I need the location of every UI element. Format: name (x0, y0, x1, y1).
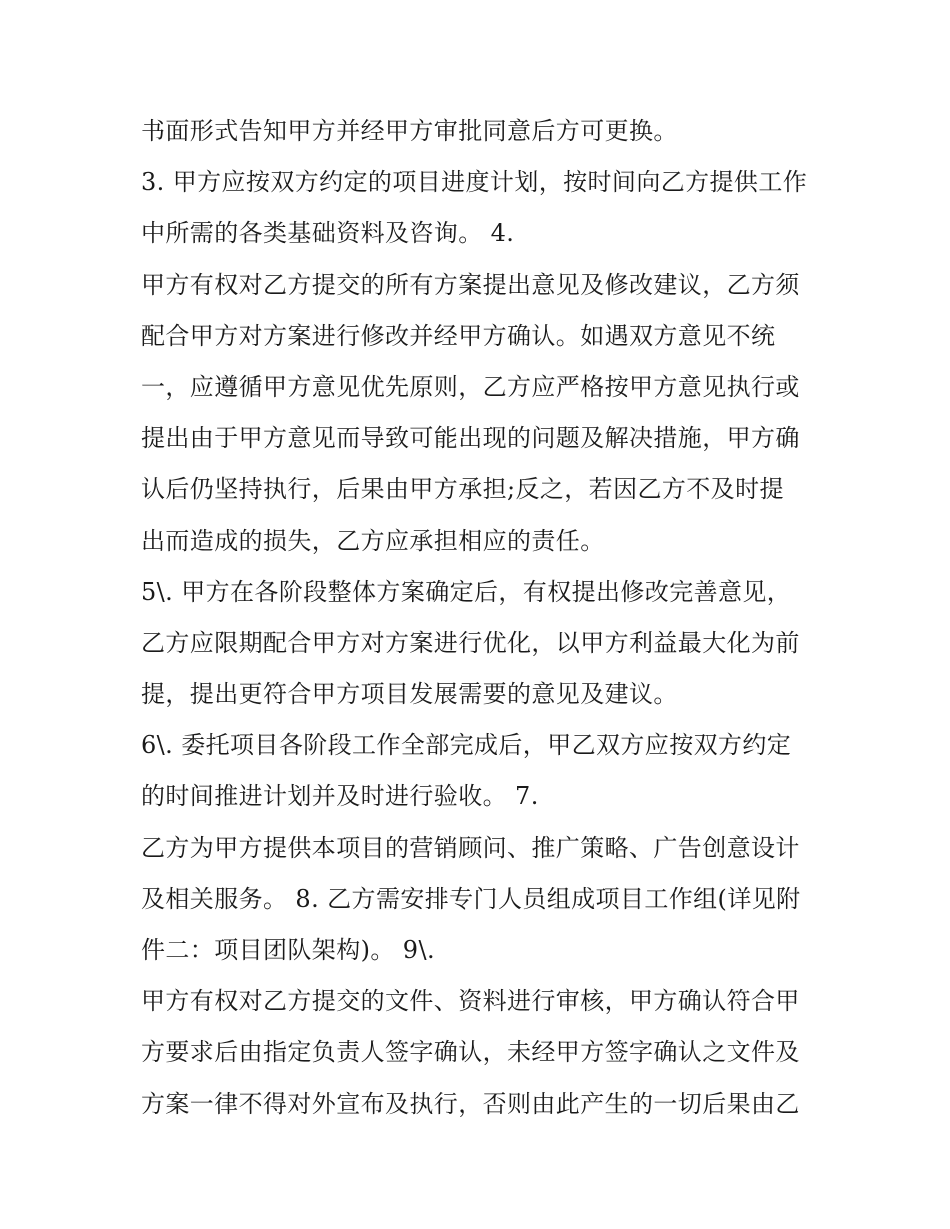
text-line: 提出由于甲方意见而导致可能出现的问题及解决措施，甲方确 (141, 424, 800, 453)
text-line: 件二：项目团队架构)。 9\. (141, 936, 435, 964)
text-line: 及相关服务。 8. 乙方需安排专门人员组成项目工作组(详见附 (141, 884, 801, 913)
text-line: 5\. 甲方在各阶段整体方案确定后，有权提出修改完善意见， (141, 577, 792, 606)
text-line: 方要求后由指定负责人签字确认，未经甲方签字确认之文件及 (141, 1038, 800, 1067)
text-line: 方案一律不得对外宣布及执行，否则由此产生的一切后果由乙 (141, 1089, 800, 1118)
text-line: 乙方应限期配合甲方对方案进行优化，以甲方利益最大化为前 (141, 628, 800, 657)
text-line: 出而造成的损失，乙方应承担相应的责任。 (141, 526, 605, 555)
contract-text (141, 106, 821, 1130)
text-line: 提，提出更符合甲方项目发展需要的意见及建议。 (141, 680, 678, 709)
text-line: 一，应遵循甲方意见优先原则，乙方应严格按甲方意见执行或 (141, 372, 800, 401)
text-line: 6\. 委托项目各阶段工作全部完成后，甲乙双方应按双方约定 (141, 731, 792, 760)
text-line: 认后仍坚持执行，后果由甲方承担;反之，若因乙方不及时提 (141, 475, 784, 504)
text-line: 甲方有权对乙方提交的所有方案提出意见及修改建议，乙方须 (141, 270, 800, 299)
text-line: 甲方有权对乙方提交的文件、资料进行审核，甲方确认符合甲 (141, 987, 800, 1016)
text-line: 配合甲方对方案进行修改并经甲方确认。如遇双方意见不统 (141, 321, 776, 350)
text-line: 中所需的各类基础资料及咨询。 4. (141, 219, 515, 248)
text-line: 3. 甲方应按双方约定的项目进度计划，按时间向乙方提供工作 (141, 168, 808, 197)
text-line: 书面形式告知甲方并经甲方审批同意后方可更换。 (141, 117, 678, 145)
text-line: 的时间推进计划并及时进行验收。 7. (141, 782, 539, 811)
text-line: 乙方为甲方提供本项目的营销顾问、推广策略、广告创意设计 (141, 833, 800, 862)
